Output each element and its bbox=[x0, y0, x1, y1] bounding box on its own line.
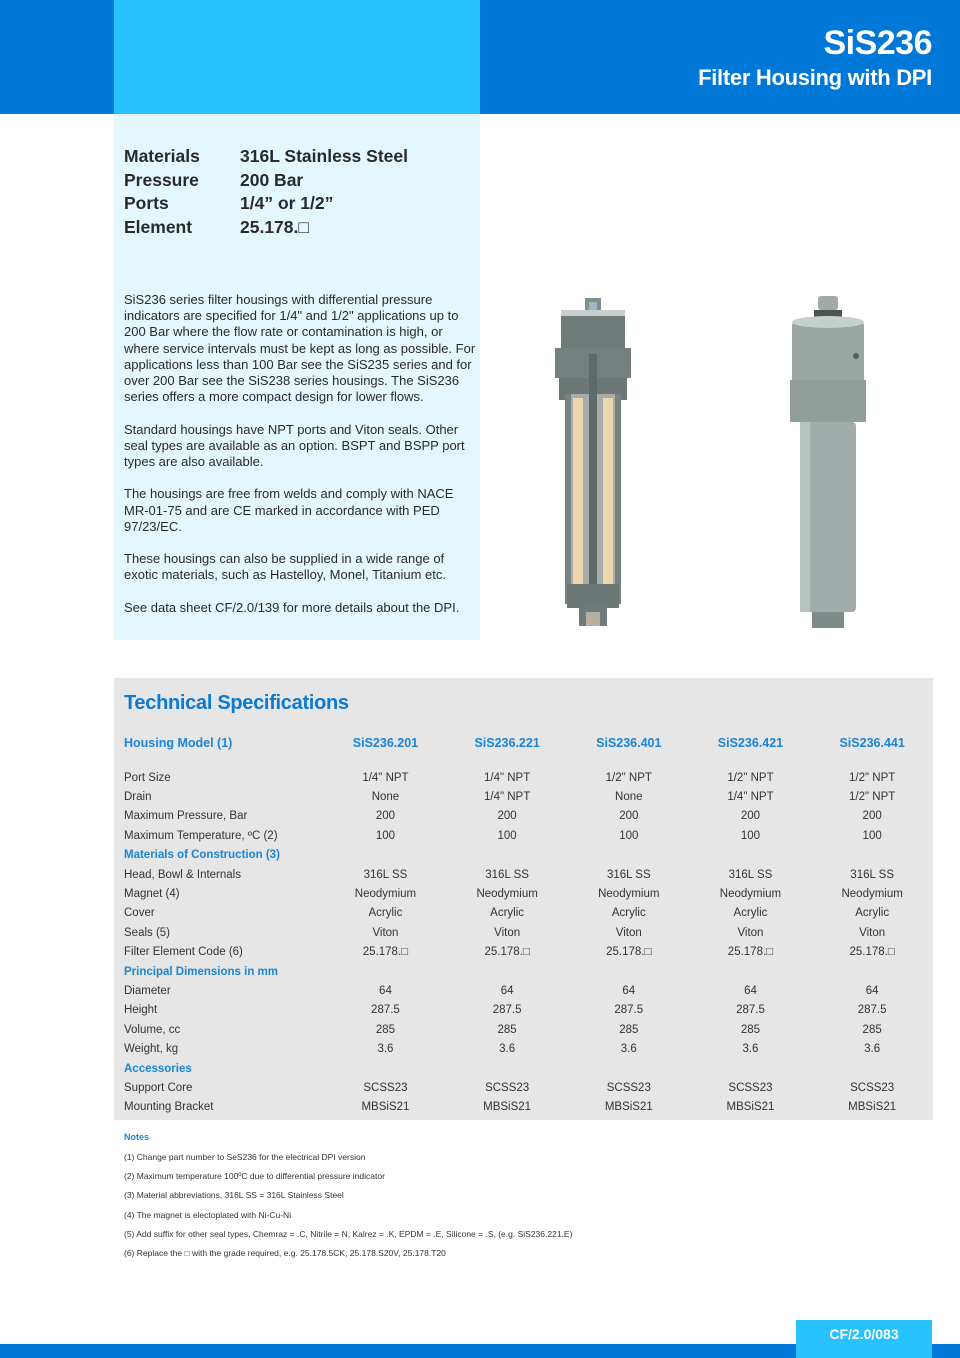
notes-title: Notes bbox=[124, 1132, 150, 1142]
spec-row-label: Port Size bbox=[124, 771, 171, 784]
model-header-row bbox=[124, 732, 933, 754]
spec-row bbox=[124, 884, 933, 903]
spec-cell: MBSiS21 bbox=[483, 1101, 532, 1114]
spec-cell: 3.6 bbox=[742, 1043, 759, 1056]
spec-row bbox=[124, 904, 933, 923]
spec-row-label: Support Core bbox=[124, 1081, 193, 1094]
spec-row bbox=[124, 1098, 933, 1117]
spec-cell: 287.5 bbox=[736, 1004, 765, 1017]
spec-row-label: Drain bbox=[124, 791, 152, 804]
key-spec-label: Ports bbox=[124, 193, 169, 213]
document-code: CF/2.0/083 bbox=[796, 1320, 932, 1358]
notes bbox=[124, 1131, 924, 1267]
spec-cell: 100 bbox=[862, 829, 882, 842]
spec-cell: 3.6 bbox=[864, 1043, 881, 1056]
section-header-row bbox=[124, 1059, 933, 1078]
spec-row bbox=[124, 981, 933, 1000]
spec-cell: 285 bbox=[375, 1023, 396, 1036]
key-spec-pressure bbox=[124, 170, 408, 194]
key-spec-value: 316L Stainless Steel bbox=[240, 146, 408, 166]
spec-cell: 285 bbox=[497, 1023, 517, 1036]
spec-cell: SCSS23 bbox=[363, 1081, 408, 1094]
spec-cell: Acrylic bbox=[733, 907, 768, 920]
spec-cell: Acrylic bbox=[368, 907, 403, 920]
key-spec-materials bbox=[124, 146, 408, 170]
spec-cell: Neodymium bbox=[354, 888, 417, 901]
product-title: SiS236 bbox=[823, 24, 932, 62]
spec-cell: SCSS23 bbox=[485, 1081, 530, 1094]
spec-row bbox=[124, 826, 933, 845]
key-spec-element bbox=[124, 217, 408, 241]
spec-cell: 1/4" NPT bbox=[483, 791, 531, 804]
spec-cell: 287.5 bbox=[371, 1004, 400, 1017]
key-spec-label: Element bbox=[124, 216, 193, 237]
header-accent-block bbox=[114, 0, 480, 114]
spec-cell: Neodymium bbox=[719, 888, 782, 901]
section-header: Accessories bbox=[124, 1062, 192, 1075]
spec-cell: 3.6 bbox=[620, 1043, 637, 1056]
key-spec-label: Materials bbox=[124, 146, 200, 166]
spec-cell: SCSS23 bbox=[606, 1081, 651, 1094]
spec-row bbox=[124, 807, 933, 826]
section-header: Principal Dimensions in mm bbox=[124, 965, 279, 978]
model-name: SiS236.221 bbox=[474, 736, 540, 750]
note-item: (1) Change part number to SeS236 for the electrical DPI version bbox=[124, 1151, 366, 1162]
spec-cell: 316L SS bbox=[606, 868, 651, 881]
note-item: (5) Add suffix for other seal types, Chemraz = .C, Nitrile = N, Kalrez = .K, EPDM = .E, Silicone = .S, (e.g. SiS236.221.E) bbox=[124, 1229, 573, 1240]
key-spec-value: 1/4” or 1/2” bbox=[240, 193, 334, 213]
spec-cell: Neodymium bbox=[476, 888, 538, 901]
key-spec-label: Pressure bbox=[124, 169, 199, 190]
spec-cell: 316L SS bbox=[485, 868, 529, 881]
spec-cell: 25.178.□ bbox=[362, 946, 409, 959]
model-name: SiS236.201 bbox=[352, 736, 419, 750]
spec-cell: 285 bbox=[740, 1023, 761, 1036]
tech-specs-heading: Technical Specifications bbox=[124, 692, 349, 714]
spec-cell: 64 bbox=[744, 984, 757, 997]
spec-cell: Acrylic bbox=[490, 907, 525, 920]
spec-cell: 1/2" NPT bbox=[849, 791, 896, 804]
spec-cell: 64 bbox=[865, 984, 879, 997]
spec-cell: 1/4" NPT bbox=[362, 771, 409, 784]
external-illustration bbox=[786, 294, 870, 630]
spec-cell: 100 bbox=[375, 829, 396, 842]
spec-row-label: Height bbox=[124, 1004, 158, 1017]
model-header-label: Housing Model (1) bbox=[124, 736, 233, 750]
spec-row-label: Volume, cc bbox=[124, 1023, 181, 1036]
key-spec-ports bbox=[124, 193, 408, 217]
spec-cell: 3.6 bbox=[499, 1043, 516, 1056]
spec-cell: 200 bbox=[619, 810, 639, 823]
description-paragraph: See data sheet CF/2.0/139 for more details about the DPI. bbox=[124, 599, 460, 615]
spec-cell: 1/4" NPT bbox=[483, 771, 531, 784]
spec-cell: 316L SS bbox=[850, 868, 894, 881]
spec-cell: 200 bbox=[375, 810, 396, 823]
spec-row bbox=[124, 1039, 933, 1058]
spec-cell: 316L SS bbox=[728, 868, 773, 881]
section-header-row bbox=[124, 962, 933, 981]
spec-cell: Neodymium bbox=[841, 888, 903, 901]
description-paragraph: These housings can also be supplied in a wide range of exotic materials, such as Hastelloy, Monel, Titanium etc. bbox=[124, 551, 446, 583]
spec-cell: Viton bbox=[859, 926, 886, 939]
spec-cell: 287.5 bbox=[857, 1004, 887, 1017]
spec-row-label: Weight, kg bbox=[124, 1043, 179, 1056]
spec-cell: Viton bbox=[372, 926, 399, 939]
spec-row bbox=[124, 1020, 933, 1039]
spec-row-label: Diameter bbox=[124, 984, 171, 997]
spec-cell: Viton bbox=[615, 926, 642, 939]
spec-cell: 64 bbox=[379, 984, 392, 997]
spec-cell: 1/4" NPT bbox=[727, 791, 774, 804]
spec-cell: Viton bbox=[494, 926, 521, 939]
note-item: (2) Maximum temperature 100ºC due to differential pressure indicator bbox=[124, 1170, 385, 1181]
spec-cell: 285 bbox=[862, 1023, 882, 1036]
model-name: SiS236.441 bbox=[839, 736, 905, 750]
tech-specs-table bbox=[124, 732, 933, 1117]
spec-cell: 100 bbox=[619, 829, 639, 842]
spec-row bbox=[124, 1001, 933, 1020]
spec-cell: 25.178.□ bbox=[484, 946, 530, 959]
key-spec-value: 25.178.□ bbox=[240, 216, 309, 237]
section-header: Materials of Construction (3) bbox=[124, 849, 280, 862]
spec-row-label: Head, Bowl & Internals bbox=[124, 868, 241, 881]
spec-cell: 200 bbox=[862, 810, 882, 823]
spec-cell: Neodymium bbox=[598, 888, 660, 901]
spec-cell: 25.178.□ bbox=[727, 946, 774, 959]
spec-cell: 100 bbox=[740, 829, 761, 842]
spec-row-label: Cover bbox=[124, 907, 155, 920]
description-paragraph: Standard housings have NPT ports and Viton seals. Other seal types are available as an option. BSPT and BSPP port types are also available. bbox=[124, 421, 465, 470]
spec-row bbox=[124, 787, 933, 806]
spec-cell: None bbox=[615, 791, 643, 804]
product-subtitle: Filter Housing with DPI bbox=[698, 65, 932, 90]
spec-cell: 25.178.□ bbox=[849, 946, 895, 959]
product-description bbox=[124, 292, 476, 632]
spec-row-label: Maximum Pressure, Bar bbox=[124, 810, 248, 823]
spec-cell: 285 bbox=[619, 1023, 639, 1036]
note-item: (3) Material abbreviations, 316L SS = 316L Stainless Steel bbox=[124, 1190, 344, 1201]
spec-row bbox=[124, 768, 933, 787]
spec-cell: Acrylic bbox=[855, 907, 890, 920]
spec-row-label: Mounting Bracket bbox=[124, 1101, 214, 1114]
spec-row bbox=[124, 1078, 933, 1097]
spec-row-label: Magnet (4) bbox=[124, 888, 180, 901]
spec-cell: 287.5 bbox=[492, 1004, 522, 1017]
spec-cell: 25.178.□ bbox=[606, 946, 652, 959]
spec-cell: 64 bbox=[622, 984, 636, 997]
spec-cell: MBSiS21 bbox=[726, 1101, 775, 1114]
spacer-row bbox=[124, 754, 933, 768]
cutaway-illustration bbox=[553, 294, 633, 630]
model-name: SiS236.421 bbox=[717, 736, 784, 750]
spec-cell: MBSiS21 bbox=[848, 1101, 897, 1114]
key-spec-value: 200 Bar bbox=[240, 169, 304, 190]
spec-cell: 316L SS bbox=[363, 868, 408, 881]
spec-cell: 1/2" NPT bbox=[727, 771, 774, 784]
spec-cell: 3.6 bbox=[377, 1043, 394, 1056]
spec-cell: 64 bbox=[500, 984, 514, 997]
spec-cell: 287.5 bbox=[614, 1004, 644, 1017]
spec-row-label: Maximum Temperature, ºC (2) bbox=[124, 829, 278, 842]
spec-cell: SCSS23 bbox=[728, 1081, 773, 1094]
description-paragraph: SiS236 series filter housings with differential pressure indicators are specified for 1/4" and 1/2" applications up to 200 Bar where the flow rate or contamination is high, or where service intervals must be kept as long as possible. For applications less than 100 Bar see the SiS235 series and for over 200 Bar see the SiS238 series housings. The SiS236 series offers a more compact design for lower flows. bbox=[124, 292, 476, 405]
spec-row bbox=[124, 923, 933, 942]
spec-row bbox=[124, 943, 933, 962]
spec-cell: 1/2" NPT bbox=[849, 771, 896, 784]
spec-row-label: Seals (5) bbox=[124, 926, 171, 939]
spec-cell: 1/2" NPT bbox=[605, 771, 652, 784]
note-item: (4) The magnet is electoplated with Ni-Cu-Ni bbox=[124, 1209, 292, 1220]
spec-row bbox=[124, 865, 933, 884]
spec-cell: 200 bbox=[740, 810, 761, 823]
note-item: (6) Replace the □ with the grade required, e.g. 25.178.5CK, 25.178.S20V, 25.178.T20 bbox=[124, 1248, 446, 1259]
spec-cell: None bbox=[371, 791, 400, 804]
spec-cell: Acrylic bbox=[611, 907, 646, 920]
model-name: SiS236.401 bbox=[596, 736, 662, 750]
spec-cell: SCSS23 bbox=[850, 1081, 895, 1094]
spec-cell: MBSiS21 bbox=[361, 1101, 410, 1114]
spec-row-label: Filter Element Code (6) bbox=[124, 946, 243, 959]
spec-cell: 100 bbox=[497, 829, 517, 842]
description-paragraph: The housings are free from welds and comply with NACE MR-01-75 and are CE marked in accordance with PED 97/23/EC. bbox=[124, 486, 454, 534]
spec-cell: Viton bbox=[737, 926, 764, 939]
spec-cell: MBSiS21 bbox=[604, 1101, 653, 1114]
key-specs bbox=[124, 146, 408, 240]
section-header-row bbox=[124, 846, 933, 865]
spec-cell: 200 bbox=[497, 810, 517, 823]
